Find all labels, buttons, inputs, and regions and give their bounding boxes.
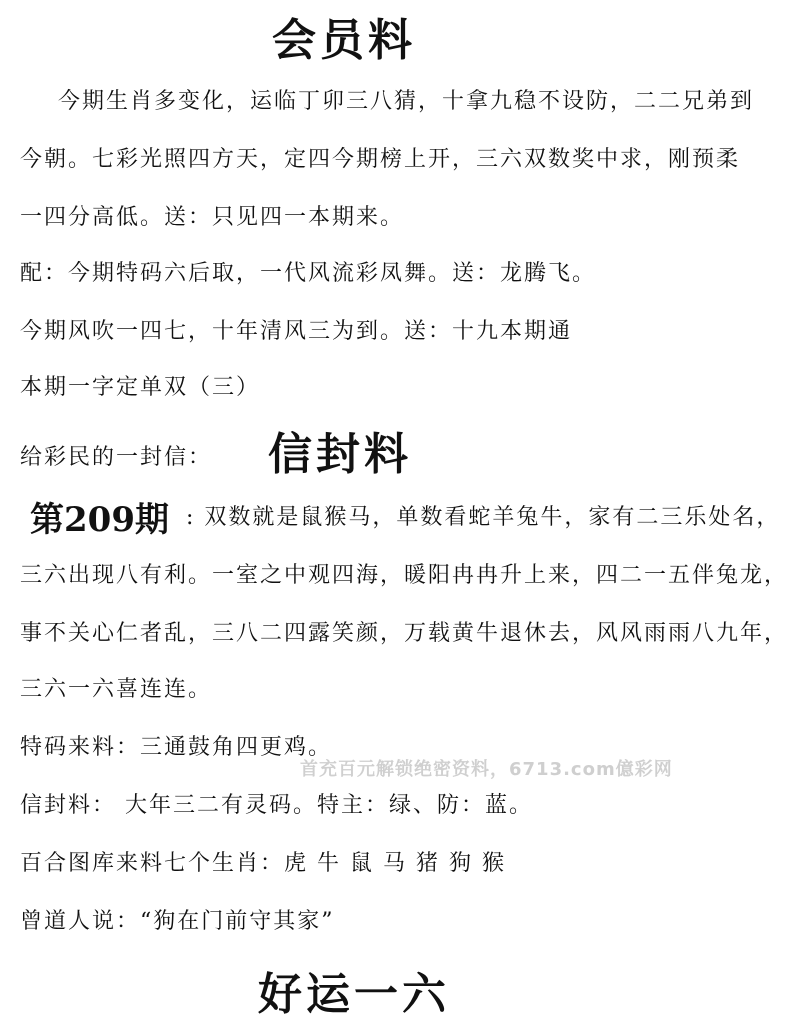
letter-line-5: 特码来料：三通鼓角四更鸡。 <box>20 735 333 760</box>
letter-line-8: 曾道人说：“狗在门前守其家” <box>20 909 335 934</box>
huiyuan-line-4: 配：今期特码六后取，一代风流彩凤舞。送：龙腾飞。 <box>20 261 597 286</box>
huiyuan-line-1: 今期生肖多变化，运临丁卯三八猜，十拿九稳不设防，二二兄弟到 <box>58 89 755 114</box>
huiyuan-line-3: 一四分高低。送：只见四一本期来。 <box>20 205 405 230</box>
title-xinfeng: 信封料 <box>268 429 412 480</box>
issue-number: 第209期 <box>30 500 169 540</box>
letter-line-7: 百合图库来料七个生肖：虎 牛 鼠 马 猪 狗 猴 <box>20 851 506 876</box>
letter-line-1: : 双数就是鼠猴马，单数看蛇羊兔牛，家有二三乐处名， <box>186 505 781 530</box>
letter-intro: 给彩民的一封信： <box>20 445 213 470</box>
letter-line-4: 三六一六喜连连。 <box>20 677 213 702</box>
title-huiyuan: 会员料 <box>272 15 416 66</box>
huiyuan-line-6: 本期一字定单双（三） <box>20 375 261 400</box>
huiyuan-line-5: 今期风吹一四七，十年清风三为到。送：十九本期通 <box>20 319 573 344</box>
watermark: 首充百元解锁绝密资料，6713.com億彩网 <box>300 759 673 780</box>
letter-line-6: 信封料： 大年三二有灵码。特主：绿、防：蓝。 <box>20 793 533 818</box>
letter-line-2: 三六出现八有利。一室之中观四海，暖阳冉冉升上来，四二一五伴兔龙， <box>20 563 789 588</box>
huiyuan-line-2: 今朝。七彩光照四方天，定四今期榜上开，三六双数奖中求，刚预柔 <box>20 147 741 172</box>
title-haoyun: 好运一六 <box>258 969 450 1020</box>
letter-line-3: 事不关心仁者乱，三八二四露笑颜，万载黄牛退休去，风风雨雨八九年， <box>20 621 789 646</box>
